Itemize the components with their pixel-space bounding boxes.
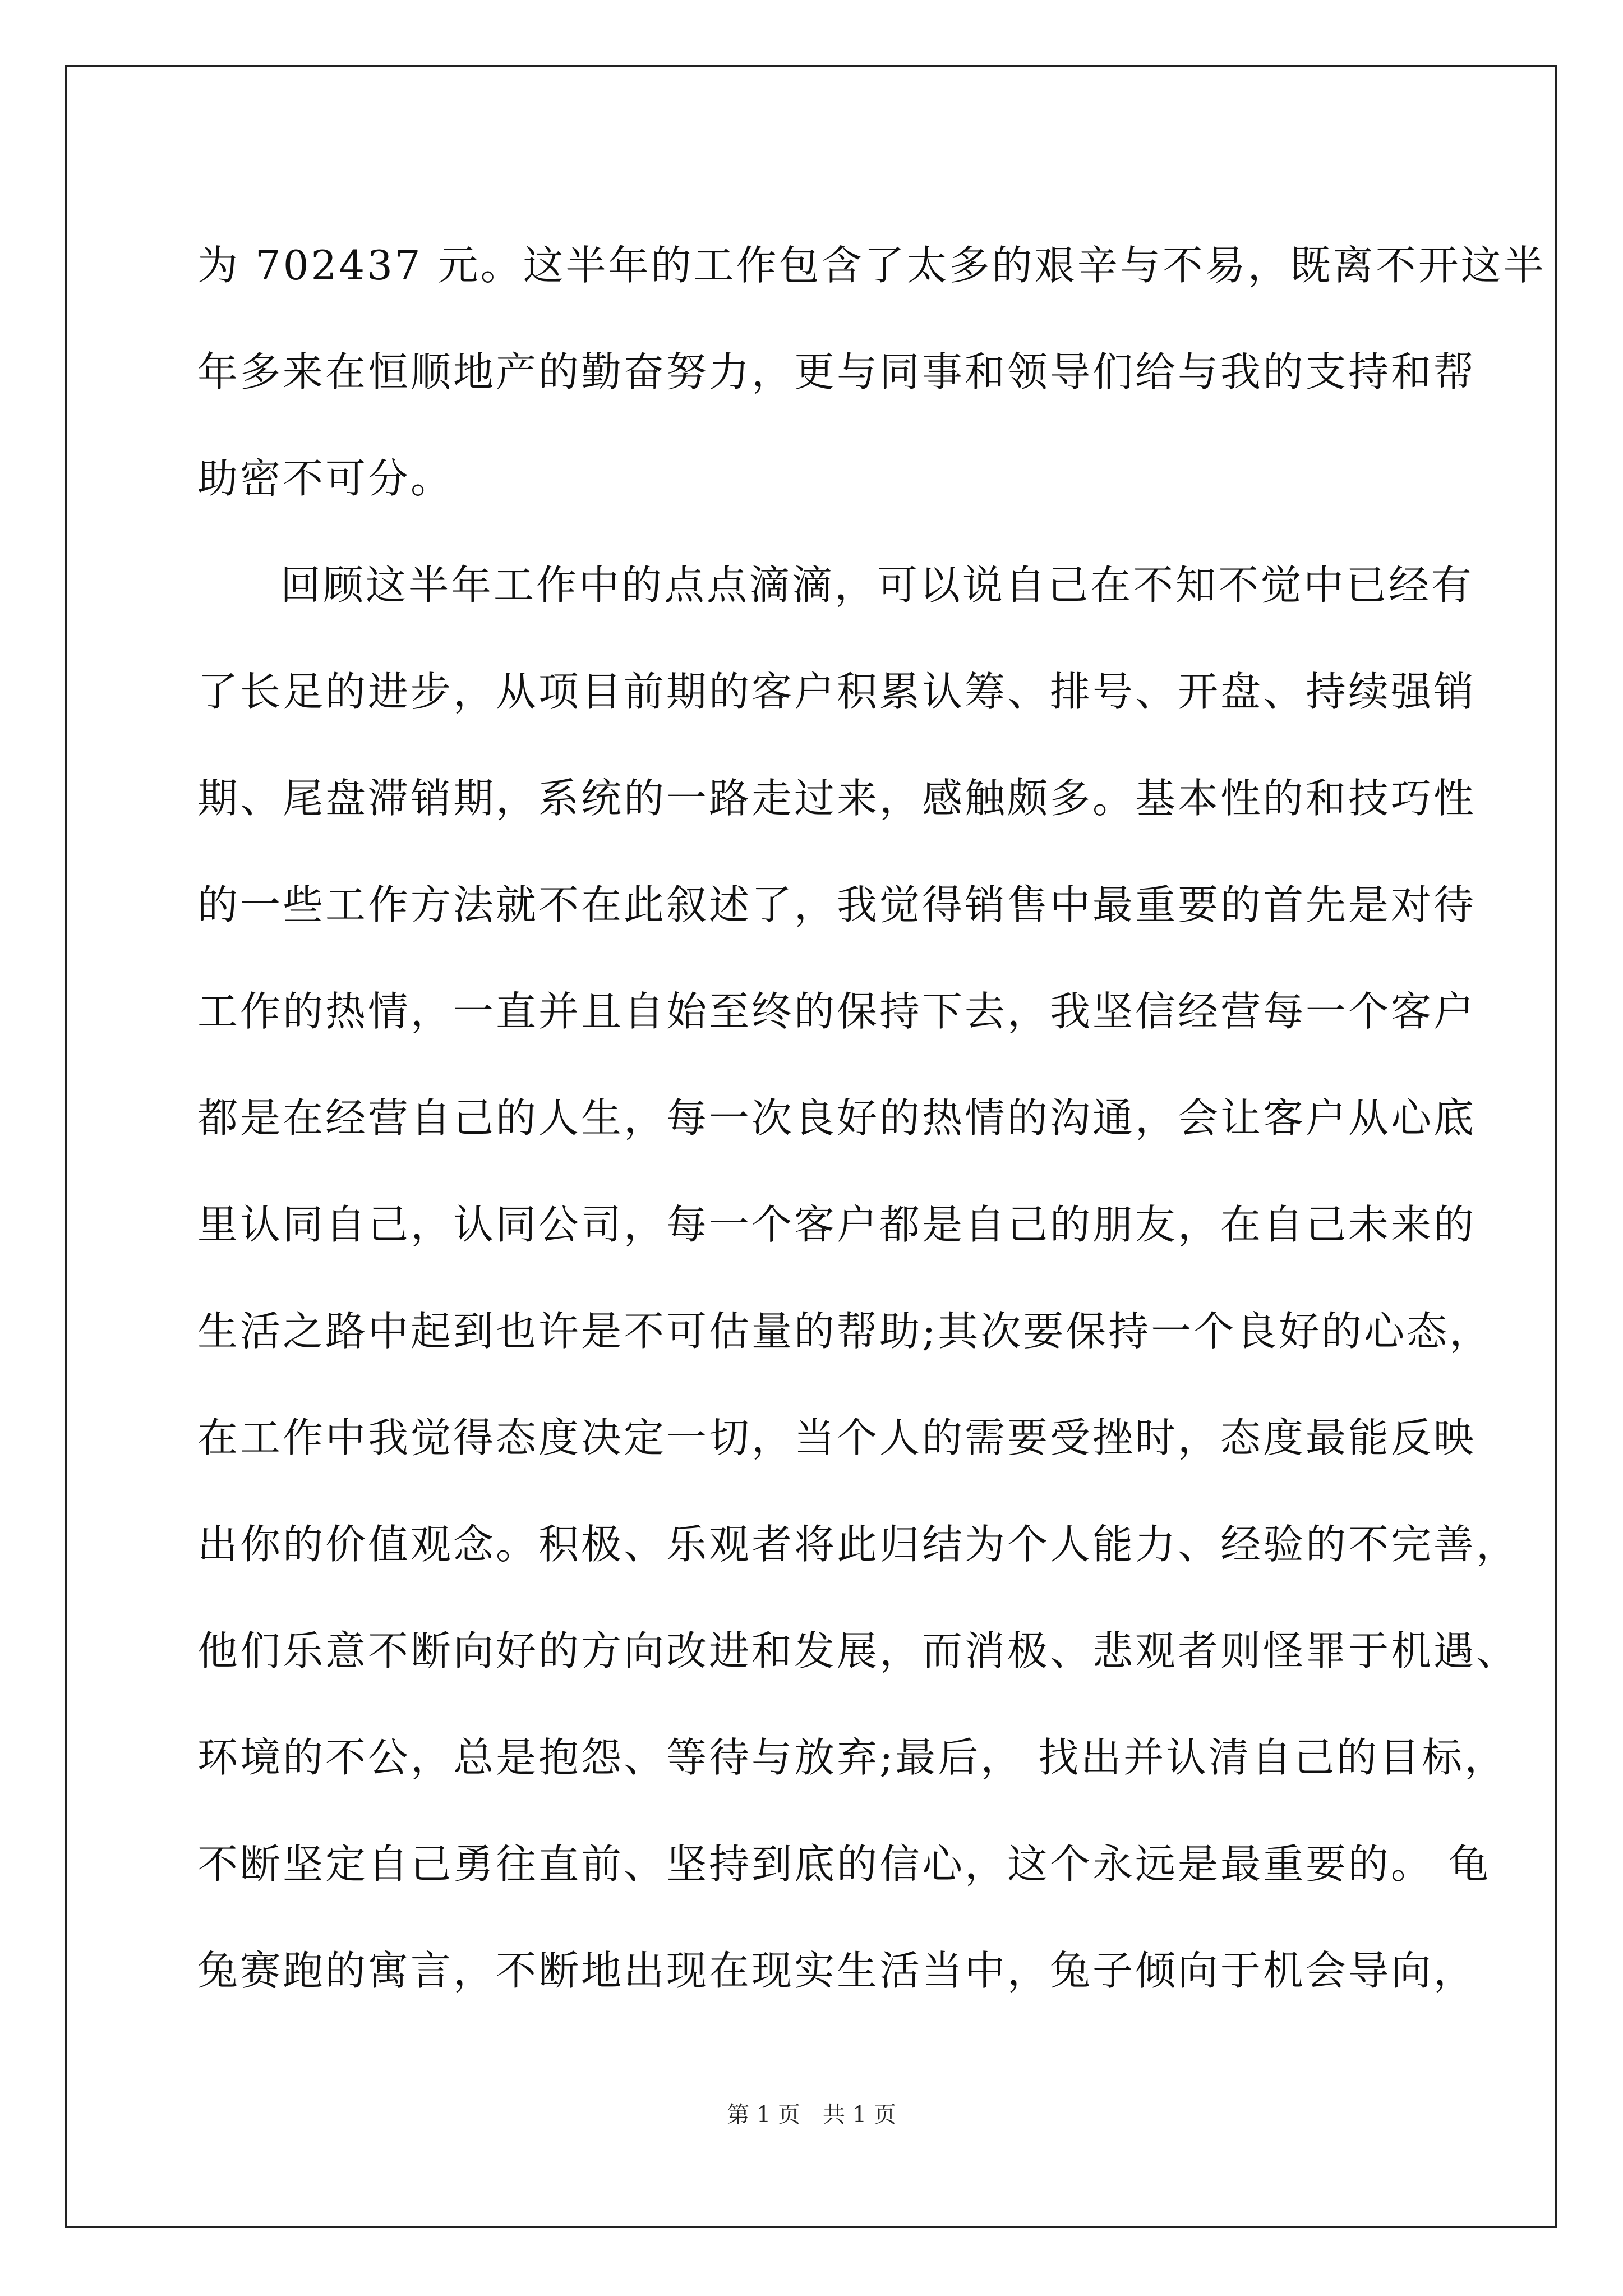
text-line: 他们乐意不断向好的方向改进和发展，而消极、悲观者则怪罪于机遇、 (197, 1627, 1519, 1674)
text-line: 里认同自己，认同公司，每一个客户都是自己的朋友，在自己未来的 (197, 1201, 1477, 1248)
paragraph-start-line: 回顾这半年工作中的点点滴滴，可以说自己在不知不觉中已经有 (280, 562, 1474, 609)
text-line: 助密不可分。 (197, 455, 454, 502)
text-line: 年多来在恒顺地产的勤奋努力，更与同事和领导们给与我的支持和帮 (197, 348, 1477, 395)
text-line: 的一些工作方法就不在此叙述了，我觉得销售中最重要的首先是对待 (197, 881, 1477, 928)
text-line: 环境的不公，总是抱怨、等待与放弃;最后， 找出并认清自己的目标， (197, 1734, 1507, 1781)
text-line: 工作的热情，一直并且自始至终的保持下去，我坚信经营每一个客户 (197, 988, 1477, 1035)
page-total: 共 1 页 (823, 2102, 896, 2128)
text-line: 不断坚定自己勇往直前、坚持到底的信心，这个永远是最重要的。 龟 (197, 1841, 1491, 1888)
text-line: 出你的价值观念。积极、乐观者将此归结为个人能力、经验的不完善， (197, 1521, 1519, 1568)
text-line: 为 702437 元。这半年的工作包含了太多的艰辛与不易，既离不开这半 (197, 242, 1546, 289)
text-line: 都是在经营自己的人生，每一次良好的热情的沟通，会让客户从心底 (197, 1094, 1477, 1142)
page-footer (0, 2098, 1623, 2132)
text-line: 兔赛跑的寓言，不断地出现在现实生活当中，兔子倾向于机会导向， (197, 1947, 1477, 1994)
page-number: 第 1 页 (727, 2102, 800, 2128)
text-line: 生活之路中起到也许是不可估量的帮助;其次要保持一个良好的心态， (197, 1308, 1492, 1355)
text-line: 在工作中我觉得态度决定一切，当个人的需要受挫时，态度最能反映 (197, 1414, 1477, 1461)
document-body (197, 212, 1546, 2024)
text-line: 期、尾盘滞销期，系统的一路走过来，感触颇多。基本性的和技巧性 (197, 775, 1477, 822)
text-line: 了长足的进步，从项目前期的客户积累认筹、排号、开盘、持续强销 (197, 668, 1477, 715)
